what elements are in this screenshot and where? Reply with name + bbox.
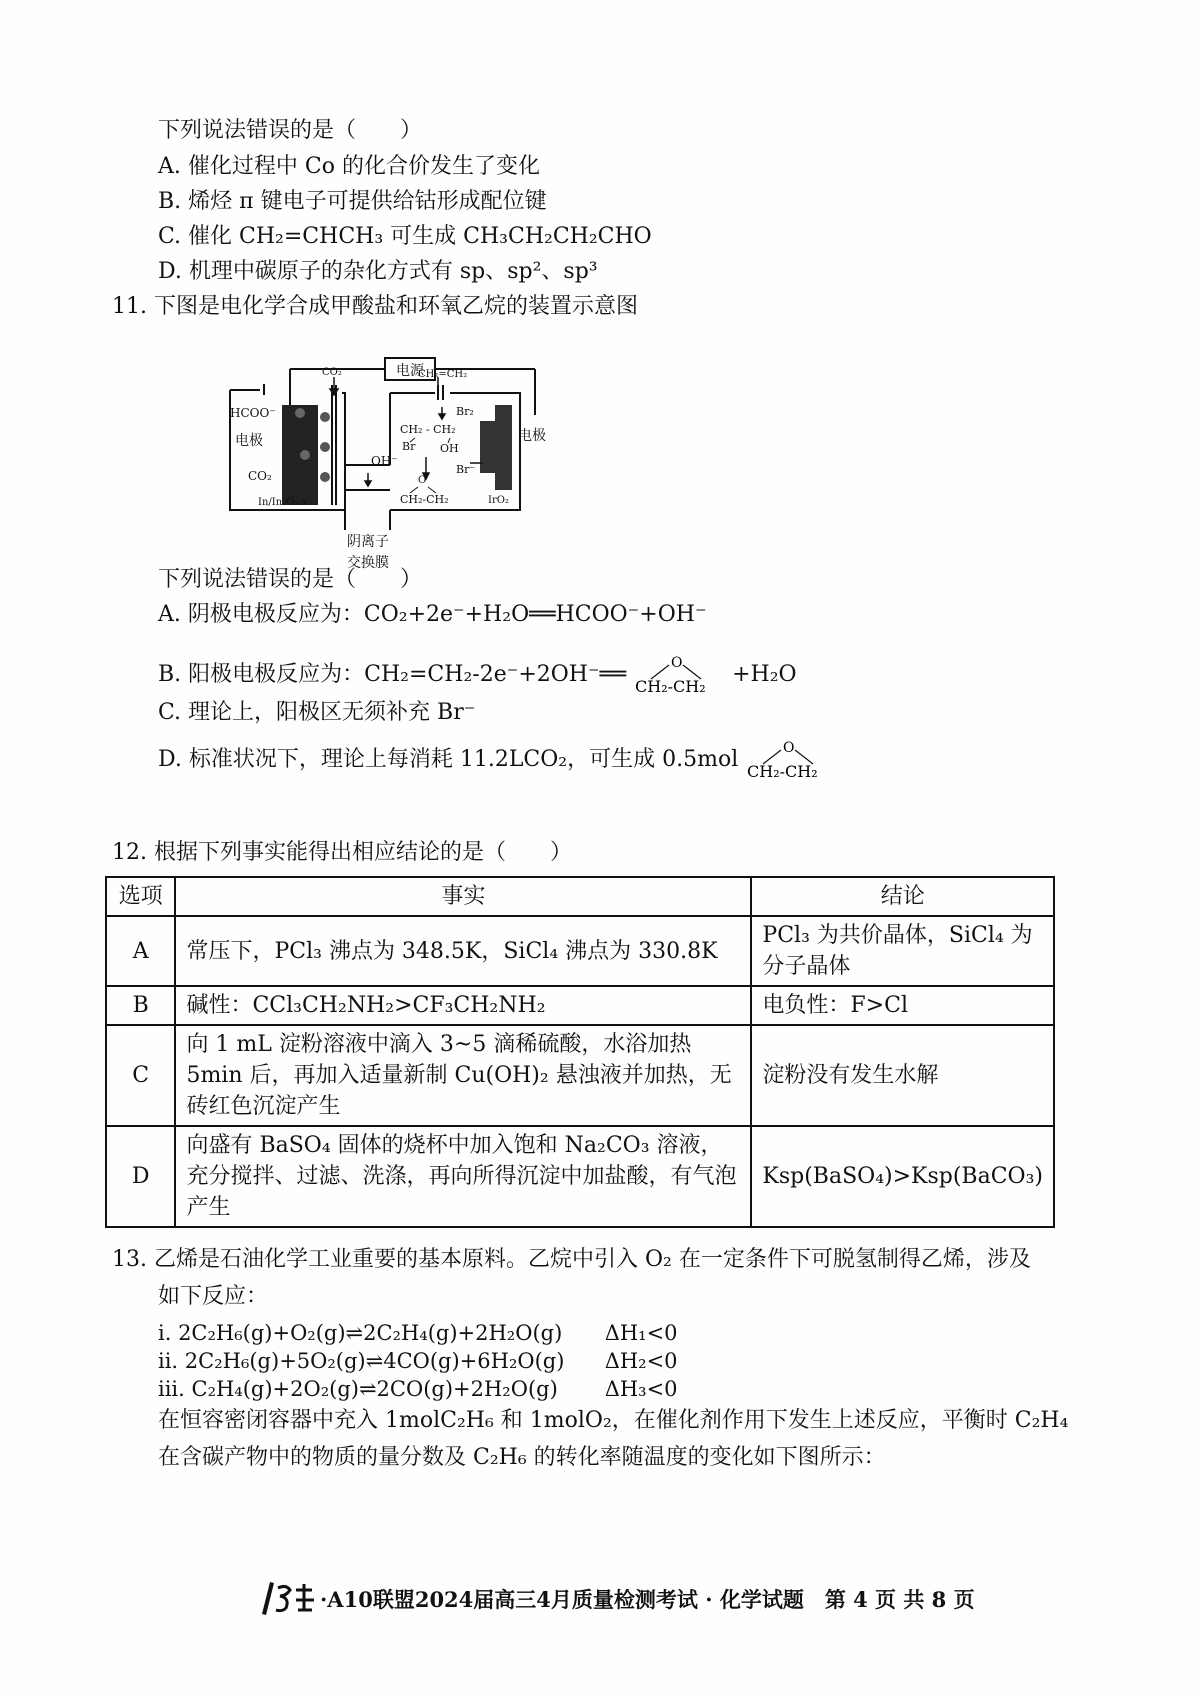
epoxide-d-chain: CH₂-CH₂ <box>747 762 818 781</box>
reaction-1 <box>158 1318 678 1348</box>
q10-option-c: C. 催化 CH₂=CHCH₃ 可生成 CH₃CH₂CH₂CHO <box>158 224 652 249</box>
row-conclusion: 电负性：F>Cl <box>751 986 1054 1025</box>
header-option: 选项 <box>106 877 175 916</box>
epoxide-d-o: O <box>783 740 795 756</box>
membrane-label-1: 阴离子 <box>347 534 389 550</box>
q13-line-2: 如下反应： <box>158 1284 269 1309</box>
q13-intro: 乙烯是石油化学工业重要的基本原料。乙烷中引入 O₂ 在一定条件下可脱氢制得乙烯，涉及 <box>154 1247 1031 1272</box>
bromohydrin-oh: OH <box>440 442 459 455</box>
header-fact: 事实 <box>175 877 751 916</box>
epoxide-structure-d <box>745 740 837 780</box>
reaction-1-enthalpy: ΔH₁<0 <box>604 1321 678 1345</box>
q10-stem: 下列说法错误的是（ ） <box>158 118 423 143</box>
ethylene-inlet-label: CH₂=CH₂ <box>418 369 468 380</box>
reaction-2 <box>158 1346 678 1376</box>
publisher-logo-icon <box>256 1580 318 1616</box>
bromide-label: Br⁻ <box>456 463 476 476</box>
row-option: C <box>106 1025 175 1126</box>
bromine-label: Br₂ <box>456 405 474 418</box>
epoxide-chain: CH₂-CH₂ <box>400 493 449 506</box>
table-row <box>106 1126 1054 1227</box>
table-row <box>106 1025 1054 1126</box>
right-electrode <box>480 405 512 490</box>
bromohydrin-chain: CH₂ - CH₂ <box>400 423 456 436</box>
left-material-label: In/In₂O₃-x <box>258 497 308 508</box>
epoxide-b-chain: CH₂-CH₂ <box>635 677 706 696</box>
q13-line-3: 在恒容密闭容器中充入 1molC₂H₆ 和 1molO₂，在催化剂作用下发生上述反应，平衡时 C₂H₄ <box>158 1408 1069 1433</box>
membrane-label-2: 交换膜 <box>347 555 389 571</box>
row-conclusion: Ksp(BaSO₄)>Ksp(BaCO₃) <box>751 1126 1054 1227</box>
co2-inlet-label: CO₂ <box>322 367 342 378</box>
row-option: A <box>106 916 175 986</box>
co2-left-label: CO₂ <box>248 469 272 483</box>
q12-title: 根据下列事实能得出相应结论的是（ ） <box>154 840 573 865</box>
q12-header <box>112 838 572 868</box>
reaction-1-equation: i. 2C₂H₆(g)+O₂(g)⇌2C₂H₄(g)+2H₂O(g) <box>158 1321 563 1345</box>
left-electrode-label: 电极 <box>235 433 263 449</box>
q13-line-4: 在含碳产物中的物质的量分数及 C₂H₆ 的转化率随温度的变化如下图所示： <box>158 1445 886 1470</box>
row-fact: 向盛有 BaSO₄ 固体的烧杯中加入饱和 Na₂CO₃ 溶液，充分搅拌、过滤、洗涤，再向所得沉淀中加盐酸，有气泡产生 <box>175 1126 751 1227</box>
formate-label: HCOO⁻ <box>230 406 276 420</box>
q11-option-b <box>158 655 797 695</box>
q11-option-c: C. 理论上，阳极区无须补充 Br⁻ <box>158 700 476 725</box>
q13-number: 13. <box>112 1247 147 1272</box>
row-option: D <box>106 1126 175 1227</box>
table-header-row <box>106 877 1054 916</box>
row-fact: 向 1 mL 淀粉溶液中滴入 3~5 滴稀硫酸，水浴加热 5min 后，再加入适量新制 Cu(OH)₂ 悬浊液并加热，无砖红色沉淀产生 <box>175 1025 751 1126</box>
q11-number: 11. <box>112 294 147 319</box>
table-row <box>106 916 1054 986</box>
row-conclusion: PCl₃ 为共价晶体，SiCl₄ 为分子晶体 <box>751 916 1054 986</box>
q10-option-b: B. 烯烃 π 键电子可提供给钴形成配位键 <box>158 189 547 214</box>
q10-option-d: D. 机理中碳原子的杂化方式有 sp、sp²、sp³ <box>158 259 598 284</box>
row-fact: 常压下，PCl₃ 沸点为 348.5K，SiCl₄ 沸点为 330.8K <box>175 916 751 986</box>
reaction-3 <box>158 1374 678 1404</box>
hydroxide-label: OH⁻ <box>371 454 398 468</box>
epoxide-o: O <box>418 475 427 486</box>
header-conclusion: 结论 <box>751 877 1054 916</box>
table-row <box>106 986 1054 1025</box>
facts-table <box>105 876 1055 1228</box>
bromohydrin-br: Br <box>402 440 416 453</box>
q11-option-d <box>158 740 837 780</box>
q11-stem: 下列说法错误的是（ ） <box>158 567 423 592</box>
power-source-label: 电源 <box>396 363 424 379</box>
q11-title: 下图是电化学合成甲酸盐和环氧乙烷的装置示意图 <box>154 294 639 319</box>
q11-header <box>112 292 638 322</box>
reaction-3-enthalpy: ΔH₃<0 <box>604 1377 678 1401</box>
q11-option-b-text: B. 阳极电极反应为：CH₂=CH₂-2e⁻+2OH⁻══ <box>158 662 627 687</box>
reaction-3-equation: iii. C₂H₄(g)+2O₂(g)⇌2CO(g)+2H₂O(g) <box>158 1377 558 1401</box>
right-electrode-label: 电极 <box>518 428 546 444</box>
q11-option-a: A. 阴极电极反应为：CO₂+2e⁻+H₂O══HCOO⁻+OH⁻ <box>158 602 707 627</box>
epoxide-structure-b <box>633 655 725 695</box>
q13-line-1 <box>112 1245 1031 1275</box>
q10-option-a: A. 催化过程中 Co 的化合价发生了变化 <box>158 154 540 179</box>
epoxide-b-o: O <box>671 655 683 671</box>
page-footer: ·A10联盟2024届高三4月质量检测考试 · 化学试题 第 4 页 共 8 页 <box>320 1587 975 1612</box>
reaction-2-enthalpy: ΔH₂<0 <box>604 1349 678 1373</box>
q11-option-b-tail: +H₂O <box>732 662 797 687</box>
row-conclusion: 淀粉没有发生水解 <box>751 1025 1054 1126</box>
right-material-label: IrO₂ <box>488 495 509 506</box>
reaction-2-equation: ii. 2C₂H₆(g)+5O₂(g)⇌4CO(g)+6H₂O(g) <box>158 1349 565 1373</box>
row-fact: 碱性：CCl₃CH₂NH₂>CF₃CH₂NH₂ <box>175 986 751 1025</box>
q11-option-d-text: D. 标准状况下，理论上每消耗 11.2LCO₂，可生成 0.5mol <box>158 747 739 772</box>
q12-number: 12. <box>112 840 147 865</box>
row-option: B <box>106 986 175 1025</box>
